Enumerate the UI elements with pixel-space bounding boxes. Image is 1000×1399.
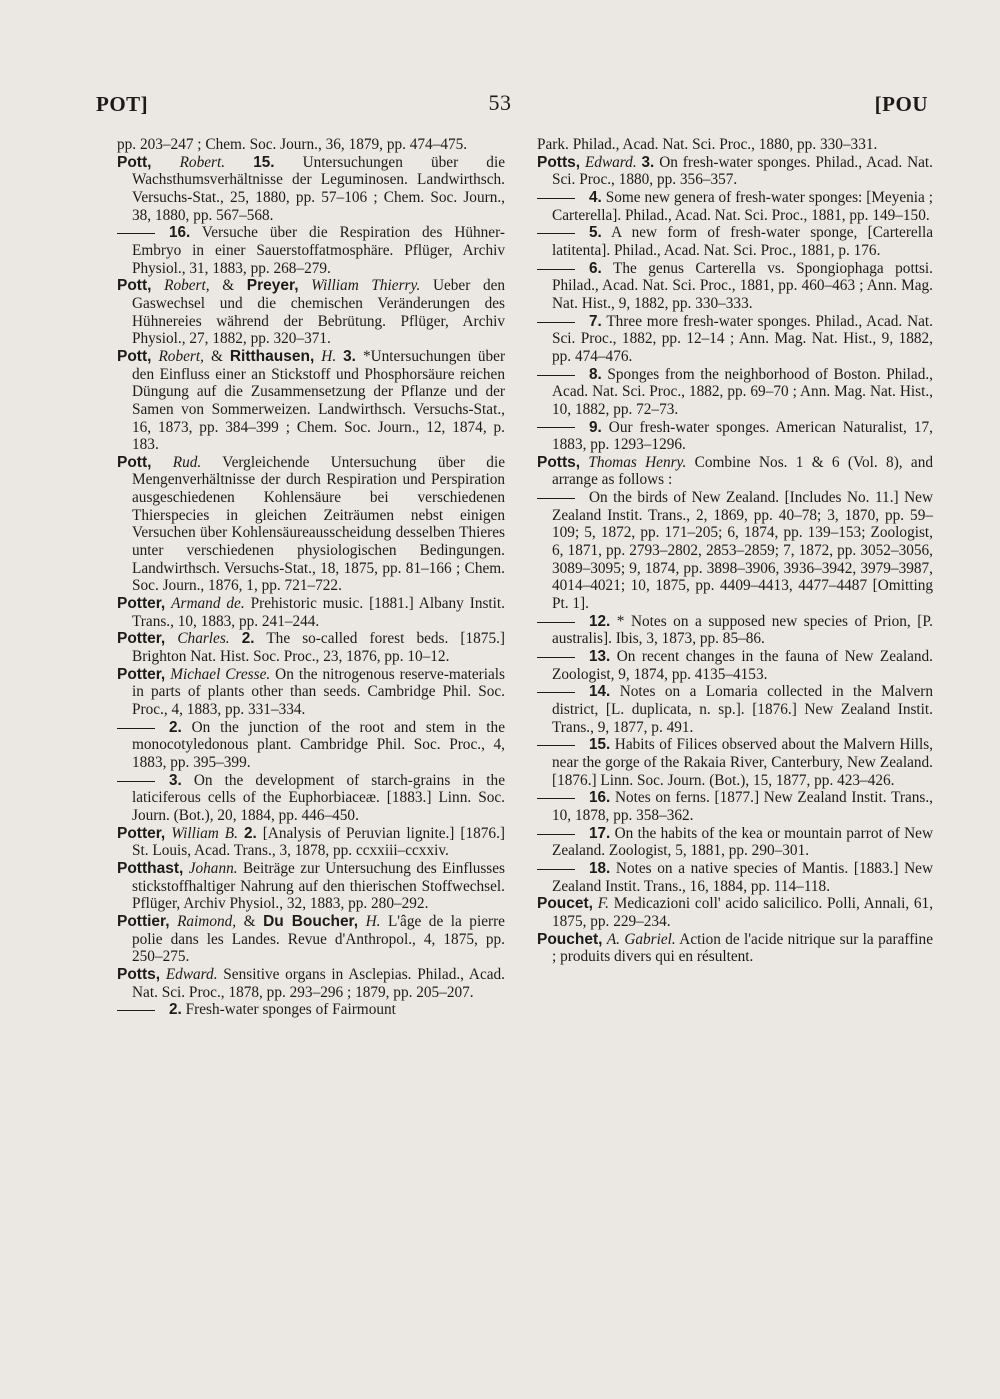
coauthor-surname: Preyer, [246, 277, 299, 295]
sub-entry [117, 772, 505, 825]
entry-text: L'âge de la pierre polie dans les Landes. Revue d'Anthropol., 4, 1875, pp. 250–275. [132, 912, 505, 966]
bibliography-entry [117, 595, 505, 630]
bibliography-entry [117, 348, 505, 454]
sub-entry [537, 260, 933, 313]
sub-entry [537, 489, 933, 613]
entry-text: Beiträge zur Untersuchung des Einflusses stickstoffhaltiger Nahrung auf den thierischen Stoffwechsel. Pflüger, Archiv Physiol., 32, 1883, pp. 280–292. [132, 859, 506, 913]
ditto-dash [537, 498, 575, 499]
sub-entry [117, 1001, 505, 1019]
author-surname: Potter, [117, 630, 166, 648]
sub-entry [537, 648, 933, 683]
entry-text: Habits of Filices observed about the Malvern Hills, near the gorge of the Rakaia River, Canterbury, New Zealand. [1876.] Linn. Soc. Journ. (Bot.), 15, 1877, pp. 423–426. [552, 736, 933, 789]
running-head-right: [POU [874, 92, 928, 116]
author-given-name: Edward. [165, 965, 218, 983]
author-given-name: F. [597, 895, 609, 913]
author-surname: Potthast, [117, 859, 184, 877]
entry-number: 16. [169, 224, 191, 242]
sub-entry [537, 860, 933, 895]
continued-entry [537, 136, 933, 154]
entry-text: Fresh-water sponges of Fairmount [185, 1001, 396, 1019]
entry-text: [Analysis of Peruvian lignite.] [1876.] St. Louis, Acad. Trans., 3, 1878, pp. ccxxiii–ccxxiv. [132, 824, 505, 860]
left-column [117, 136, 505, 1019]
ditto-dash [537, 322, 575, 323]
entry-text: Untersuchungen über die Wachsthumsverhältnisse der Leguminosen. Landwirthsch. Versuchs-Stat., 25, 1880, pp. 57–106 ; Chem. Soc. Journ., 38, 1880, pp. 567–568. [132, 153, 505, 224]
entry-text: Notes on a native species of Mantis. [1883.] New Zealand Instit. Trans., 16, 1884, pp. 114–118. [552, 859, 933, 895]
right-column [537, 136, 933, 966]
running-head-left: POT] [96, 92, 149, 116]
entry-number: 2. [169, 1001, 182, 1019]
ditto-dash [537, 798, 575, 799]
sub-entry [537, 313, 933, 366]
author-given-name: A. Gabriel. [606, 930, 676, 948]
author-surname: Potter, [117, 824, 166, 842]
bibliography-entry [537, 454, 933, 489]
entry-text: On the birds of New Zealand. [Includes No. 11.] New Zealand Instit. Trans., 2, 1869, pp. 40–78; 3, 1870, pp. 59–109; 5, 1872, pp. 171–205; 6, 1874, pp. 139–153; Zoologist, 6, 1871, pp. 2793–2802, 2853–2859; 7, 1872, pp. 3052–3056, 3089–3095; 9, 1874, pp. 3898–3906, 3936–3942, 3979–3987, 4014–4021; 10, 1875, pp. 4409–4413, 4477–4487 [Omitting Pt. 1]. [552, 489, 933, 613]
bibliography-entry [537, 895, 933, 930]
entry-text: Notes on ferns. [1877.] New Zealand Instit. Trans., 10, 1878, pp. 358–362. [552, 789, 934, 824]
ditto-dash [537, 869, 575, 870]
entry-text: On the junction of the root and stem in the monocotyledonous plant. Cambridge Phil. Soc. Proc., 4, 1883, pp. 395–399. [132, 718, 505, 771]
author-given-name: Armand de. [171, 595, 245, 613]
author-given-name: Edward. [584, 153, 637, 171]
ditto-dash [537, 692, 575, 693]
author-given-name: Robert, [158, 347, 204, 365]
author-surname: Pott, [117, 453, 152, 471]
ditto-dash [537, 657, 575, 658]
author-given-name: Rud. [172, 453, 202, 471]
entry-text: The genus Carterella vs. Spongiophaga pottsi. Philad., Acad. Nat. Sci. Proc., 1881, pp. 460–463 ; Ann. Mag. Nat. Hist., 9, 1882, pp. 330–333. [552, 259, 933, 312]
bibliography-entry [117, 860, 505, 913]
entry-text: Sensitive organs in Asclepias. Philad., Acad. Nat. Sci. Proc., 1878, pp. 293–296 ; 1879, pp. 205–207. [132, 965, 506, 1001]
ditto-dash [117, 728, 155, 729]
entry-text: Versuche über die Respiration des Hühner-Embryo in einer Sauerstoffatmosphäre. Pflüger, Archiv Physiol., 31, 1883, pp. 268–279. [132, 224, 505, 277]
sub-entry [537, 224, 933, 259]
author-surname: Pott, [117, 347, 152, 365]
ditto-dash [537, 375, 575, 376]
entry-number: 2. [169, 718, 182, 736]
author-surname: Potter, [117, 595, 166, 613]
sub-entry [537, 789, 933, 824]
entry-number: 2. [243, 824, 257, 842]
entry-number: 3. [641, 153, 655, 171]
ditto-dash [117, 1010, 155, 1011]
entry-text: On recent changes in the fauna of New Zealand. Zoologist, 9, 1874, pp. 4135–4153. [552, 648, 933, 683]
ditto-dash [117, 781, 155, 782]
author-surname: Potter, [117, 665, 166, 683]
sub-entry [537, 683, 933, 736]
ditto-dash [537, 745, 575, 746]
author-surname: Potts, [117, 965, 161, 983]
author-surname: Pott, [117, 277, 152, 295]
coauthor-surname: Ritthausen, [229, 347, 315, 365]
sub-entry [537, 419, 933, 454]
coauthor-surname: Du Boucher, [263, 912, 359, 930]
author-given-name: William B. [171, 824, 238, 842]
entry-number: 5. [589, 224, 602, 242]
entry-text: On the habits of the kea or mountain parrot of New Zealand. Zoologist, 5, 1881, pp. 290–301. [552, 824, 934, 860]
bibliography-entry [117, 154, 505, 225]
entry-text: On the development of starch-grains in the laticiferous cells of the Euphorbiaceæ. [1883.] Linn. Soc. Journ. (Bot.), 20, 1884, pp. 446–450. [132, 771, 505, 824]
entry-number: 2. [241, 630, 255, 648]
entry-text: Notes on a Lomaria collected in the Malvern district, [L. duplicata, n. sp.]. [1876.] New Zealand Instit. Trans., 9, 1877, p. 491. [552, 683, 933, 736]
ditto-dash [117, 233, 155, 234]
author-surname: Pouchet, [537, 930, 603, 948]
ditto-dash [537, 834, 575, 835]
author-surname: Potts, [537, 153, 581, 171]
author-given-name: Charles. [177, 630, 230, 648]
entry-number: 15. [253, 153, 275, 171]
entry-text: * Notes on a supposed new species of Prion, [P. australis]. Ibis, 3, 1873, pp. 85–86. [552, 612, 933, 648]
entry-number: 6. [589, 259, 602, 277]
entry-text: Our fresh-water sponges. American Naturalist, 17, 1883, pp. 1293–1296. [552, 418, 933, 454]
author-given-name: Thomas Henry. [588, 453, 687, 471]
entry-text: On fresh-water sponges. Philad., Acad. Nat. Sci. Proc., 1880, pp. 356–357. [552, 153, 933, 189]
bibliography-entry [117, 277, 505, 348]
entry-number: 3. [169, 771, 182, 789]
bibliography-entry [117, 666, 505, 719]
entry-number: 17. [589, 824, 611, 842]
entry-text: Some new genera of fresh-water sponges: [Meyenia ; Carterella]. Philad., Acad. Nat. Sci. Proc., 1881, pp. 149–150. [552, 188, 933, 224]
ampersand: & [243, 912, 256, 930]
ditto-dash [537, 198, 575, 199]
sub-entry [117, 719, 505, 772]
entry-number: 4. [589, 188, 602, 206]
entry-number: 18. [589, 859, 611, 877]
bibliography-entry [537, 154, 933, 189]
entry-text: Combine Nos. 1 & 6 (Vol. 8), and arrange as follows : [552, 453, 933, 489]
entry-number: 13. [589, 648, 611, 666]
entry-number: 16. [589, 789, 611, 807]
ditto-dash [537, 427, 575, 428]
sub-entry [537, 736, 933, 789]
author-given-name: Robert, [164, 277, 210, 295]
entry-text: A new form of fresh-water sponge, [Carterella latitenta]. Philad., Acad. Nat. Sci. Proc., 1881, p. 176. [552, 224, 933, 259]
ditto-dash [537, 622, 575, 623]
entry-number: 8. [589, 365, 602, 383]
entry-text: On the nitrogenous reserve-materials in parts of plants other than seeds. Cambridge Phil. Soc. Proc., 4, 1883, pp. 331–334. [132, 665, 505, 718]
bibliography-entry [117, 630, 505, 665]
sub-entry [537, 613, 933, 648]
sub-entry [537, 189, 933, 224]
entry-number: 7. [589, 312, 602, 330]
sub-entry [537, 825, 933, 860]
coauthor-given-name: H. [321, 347, 337, 365]
entry-text: Sponges from the neighborhood of Boston. Philad., Acad. Nat. Sci. Proc., 1882, pp. 69–70 ; Ann. Mag. Nat. Hist., 10, 1882, pp. 72–73. [552, 365, 933, 418]
entry-number: 3. [343, 347, 356, 365]
sub-entry [117, 224, 505, 277]
entry-text: Prehistoric music. [1881.] Albany Instit. Trans., 10, 1883, pp. 241–244. [132, 595, 506, 630]
author-given-name: Raimond, [177, 912, 237, 930]
bibliography-entry [117, 454, 505, 595]
entry-text: Three more fresh-water sponges. Philad., Acad. Nat. Sci. Proc., 1882, pp. 12–14 ; Ann. Mag. Nat. Hist., 9, 1882, pp. 474–476. [552, 312, 933, 365]
entry-text: Park. Philad., Acad. Nat. Sci. Proc., 1880, pp. 330–331. [537, 136, 878, 153]
entry-text: Medicazioni coll' acido salicilico. Polli, Annali, 61, 1875, pp. 229–234. [552, 895, 934, 930]
entry-number: 15. [589, 736, 611, 754]
entry-number: 14. [589, 683, 611, 701]
author-given-name: Johann. [188, 859, 238, 877]
bibliography-entry [117, 966, 505, 1001]
ditto-dash [537, 269, 575, 270]
sub-entry [537, 366, 933, 419]
coauthor-given-name: H. [365, 912, 381, 930]
author-surname: Pott, [117, 153, 152, 171]
entry-number: 9. [589, 418, 602, 436]
entry-text: *Untersuchungen über den Einfluss einer an Stickstoff und Phosphorsäure reichen Düngung auf die Zusammensetzung der Pflanze und der Samen von Sommerweizen. Landwirthsch. Versuchs-Stat., 16, 1873, pp. 384–399 ; Chem. Soc. Journ., 12, 1874, p. 183. [132, 347, 506, 454]
bibliography-entry [117, 913, 505, 966]
entry-text: Vergleichende Untersuchung über die Mengenverhältnisse der durch Respiration und Perspiration ausgeschiedenen Kohlensäure bei verschiedenen Thierspecies in gleichen Zeiträumen nebst einigen Versuchen über Kohlensäureausscheidung desselben Thieres unter verschiedenen physiologischen Bedingungen. Landwirthsch. Versuchs-Stat., 18, 1875, pp. 81–166 ; Chem. Soc. Journ., 1876, 1, pp. 721–722. [132, 453, 505, 595]
author-surname: Poucet, [537, 895, 593, 913]
entry-text: pp. 203–247 ; Chem. Soc. Journ., 36, 1879, pp. 474–475. [117, 136, 468, 153]
author-given-name: Michael Cresse. [170, 665, 271, 683]
bibliography-entry [117, 825, 505, 860]
page-number: 53 [488, 90, 512, 115]
entry-number: 12. [589, 612, 611, 630]
author-given-name: Robert. [179, 153, 226, 171]
author-surname: Potts, [537, 453, 581, 471]
author-surname: Pottier, [117, 912, 170, 930]
bibliography-entry [537, 931, 933, 966]
ampersand: & [222, 277, 235, 295]
coauthor-given-name: William Thierry. [311, 277, 421, 295]
ampersand: & [210, 347, 223, 365]
ditto-dash [537, 233, 575, 234]
continued-entry [117, 136, 505, 154]
entry-text: The so-called forest beds. [1875.] Brighton Nat. Hist. Soc. Proc., 23, 1876, pp. 10–12. [132, 630, 506, 666]
entry-text: Action de l'acide nitrique sur la paraffine ; produits divers qui en résultent. [552, 930, 933, 966]
entry-text: Ueber den Gaswechsel und die chemischen Veränderungen des Hühnereies während der Bebrütung. Pflüger, Archiv Physiol., 27, 1882, pp. 320–371. [132, 277, 506, 348]
